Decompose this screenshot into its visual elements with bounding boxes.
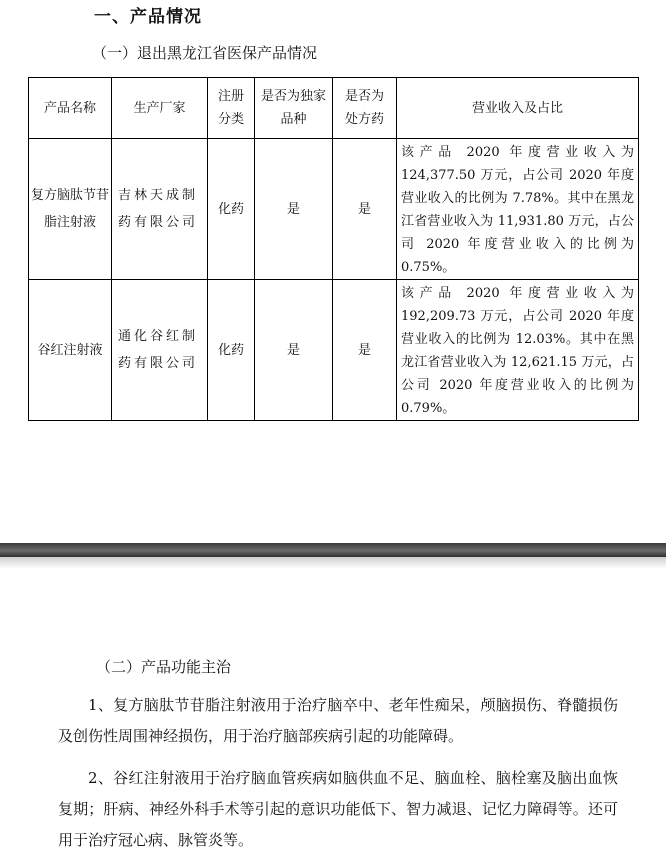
cell-product-name: 谷红注射液 — [29, 280, 112, 421]
page-divider — [0, 543, 666, 557]
paragraph-text: 2、谷红注射液用于治疗脑血管疾病如脑供血不足、脑血栓、脑栓塞及脑出血恢复期；肝病、神经外科手术等引起的意识功能低下、智力减退、记忆力障碍等。还可用于治疗冠心病、脉管炎等。 — [58, 769, 618, 849]
cell-prescription: 是 — [333, 280, 397, 421]
section-title: 一、产品情况 — [94, 7, 202, 27]
cell-revenue: 该产品 2020 年度营业收入为 192,209.73 万元，占公司 2020 年度营业收入的比例为 12.03%。其中在黑龙江省营业收入为 12,621.15 万元，占公司 2020 年度营业收入的比例为 0.79%。 — [397, 280, 639, 421]
cell-manufacturer: 吉林天成制药有限公司 — [112, 139, 208, 280]
cell-exclusive: 是 — [255, 139, 333, 280]
paragraph-text: 1、复方脑肽节苷脂注射液用于治疗脑卒中、老年性痴呆，颅脑损伤、脊髓损伤及创伤性周围神经损伤，用于治疗脑部疾病引起的功能障碍。 — [58, 696, 618, 745]
cell-manufacturer: 通化谷红制药有限公司 — [112, 280, 208, 421]
table-header-row — [29, 78, 639, 139]
header-prescription: 是否为处方药 — [333, 78, 397, 139]
table-row — [29, 280, 639, 421]
header-revenue: 营业收入及占比 — [397, 78, 639, 139]
header-product-name: 产品名称 — [29, 78, 112, 139]
cell-revenue: 该产品 2020 年度营业收入为 124,377.50 万元，占公司 2020 年度营业收入的比例为 7.78%。其中在黑龙江省营业收入为 11,931.80 万元，占公司 2020 年度营业收入的比例为 0.75%。 — [397, 139, 639, 280]
paragraph-product-1 — [58, 690, 618, 752]
cell-exclusive: 是 — [255, 280, 333, 421]
cell-registration-class: 化药 — [208, 280, 255, 421]
cell-product-name: 复方脑肽节苷脂注射液 — [29, 139, 112, 280]
subsection-title-exit-products: （一）退出黑龙江省医保产品情况 — [92, 44, 318, 62]
cell-registration-class: 化药 — [208, 139, 255, 280]
table-row — [29, 139, 639, 280]
header-manufacturer: 生产厂家 — [112, 78, 208, 139]
paragraph-product-2 — [58, 763, 618, 856]
page-divider-shadow — [0, 557, 666, 569]
header-exclusive: 是否为独家品种 — [255, 78, 333, 139]
product-table — [28, 77, 639, 421]
subsection-title-functions: （二）产品功能主治 — [96, 658, 232, 676]
cell-prescription: 是 — [333, 139, 397, 280]
header-registration-class: 注册分类 — [208, 78, 255, 139]
